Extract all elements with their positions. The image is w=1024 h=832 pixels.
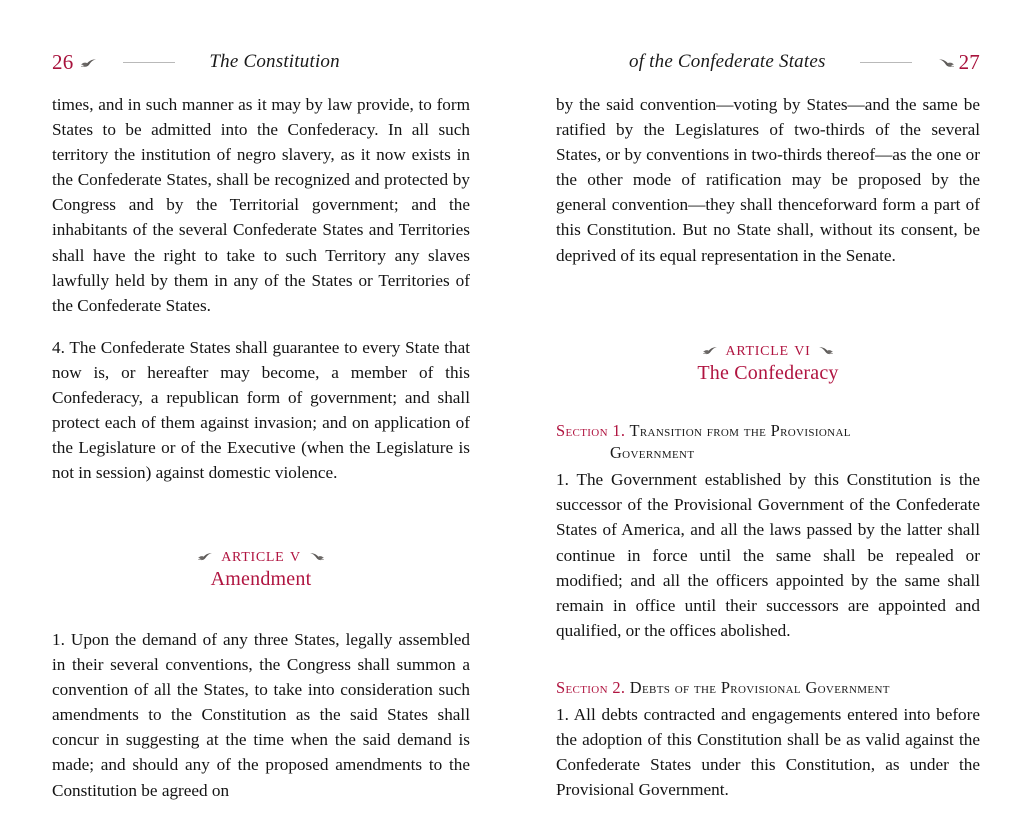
article-heading-vi-subtitle: The Confederacy [697, 361, 839, 384]
section-heading-2-number: Section 2. [556, 677, 626, 697]
paragraph-article-iv-sec-4: 4. The Confederate States shall guarantee to every State that now is, or hereafter may become, a member of this Confederacy, a republican form of government; and shall protect each of them against invasion; and on application of the Legislature or of the Executive (when the Legislature is not in session) against domestic violence. [52, 337, 470, 483]
paragraph-section-1-1: 1. The Government established by this Constitution is the successor of the Provisional Government of the Confederate States of America, and all the laws passed by the latter shall continue in force until the same shall be repealed or modified; and all the officers appointed by the same shall remain in office until their successors are appointed and qualified, or the offices abolished. [556, 470, 980, 640]
paragraph-continued-left: times, and in such manner as it may by law provide, to form States to be admitted into the Confederacy. In all such territory the institution of negro slavery, as it now exists in the Confederate States, shall be recognized and protected by Congress and by the Territorial government; and the inhabitants of the several Confederate States and Territories shall have the right to take to such Territory any slaves lawfully held by them in any of the States or Territories of the Confederate States. [52, 95, 470, 315]
text-column-left [52, 92, 470, 803]
section-heading-1 [556, 420, 980, 464]
page-number-right: 27 [958, 49, 980, 74]
paragraph-continued-right: by the said convention—voting by States—and the same be ratified by the Legislatures of two-thirds of the several States, or by conventions in two-thirds thereof—as the one or the other mode of ratification may be proposed by the general convention—they shall thenceforward form a part of this Constitution. But no State shall, without its consent, be deprived of its equal representation in the Senate. [556, 95, 980, 265]
heading-spacer [556, 285, 980, 313]
running-head-left [52, 46, 470, 78]
article-heading-vi-label: article vi [725, 338, 811, 360]
post-heading-spacer [52, 610, 470, 627]
head-rule-left [123, 62, 175, 63]
leaf-fleuron-icon [702, 345, 718, 356]
article-heading-v [52, 544, 470, 592]
head-rule-right [860, 62, 912, 63]
leaf-fleuron-icon [938, 57, 955, 69]
post-heading-spacer [556, 403, 980, 420]
heading-spacer [52, 502, 470, 519]
paragraph-section-2-1: 1. All debts contracted and engagements entered into before the adoption of this Constitution shall be as valid against the Confederate States under this Constitution, as under the Provisional Government. [556, 704, 980, 800]
section-heading-1-title-line-2: Government [610, 443, 695, 463]
leaf-fleuron-icon [818, 345, 834, 356]
leaf-fleuron-icon [80, 57, 97, 69]
running-title-right: of the Confederate States [629, 51, 826, 72]
article-heading-v-subtitle: Amendment [210, 568, 312, 591]
text-column-right [556, 92, 980, 802]
article-heading-vi [556, 338, 980, 386]
article-heading-v-line [52, 544, 470, 567]
paragraph-article-v-1: 1. Upon the demand of any three States, legally assembled in their several conventions, the Congress shall summon a convention of all the States, to take into consideration such amendments to the Constitution as the said States shall concur in suggesting at the time when the said demand is made; and should any of the proposed amendments to the Constitution be agreed on [52, 630, 470, 800]
running-title-left: The Constitution [209, 51, 340, 72]
leaf-fleuron-icon [309, 551, 325, 562]
leaf-fleuron-icon [197, 551, 213, 562]
section-heading-1-number: Section 1. [556, 421, 626, 441]
section-spacer [556, 660, 980, 677]
running-head-right [556, 46, 980, 78]
section-heading-2 [556, 677, 980, 699]
section-heading-2-title: Debts of the Provisional Government [629, 677, 890, 697]
page-number-left: 26 [52, 49, 74, 74]
article-heading-v-label: article v [221, 545, 301, 567]
section-heading-1-title-line-1: Transition from the Provisional [629, 421, 851, 441]
article-heading-vi-line [556, 338, 980, 361]
